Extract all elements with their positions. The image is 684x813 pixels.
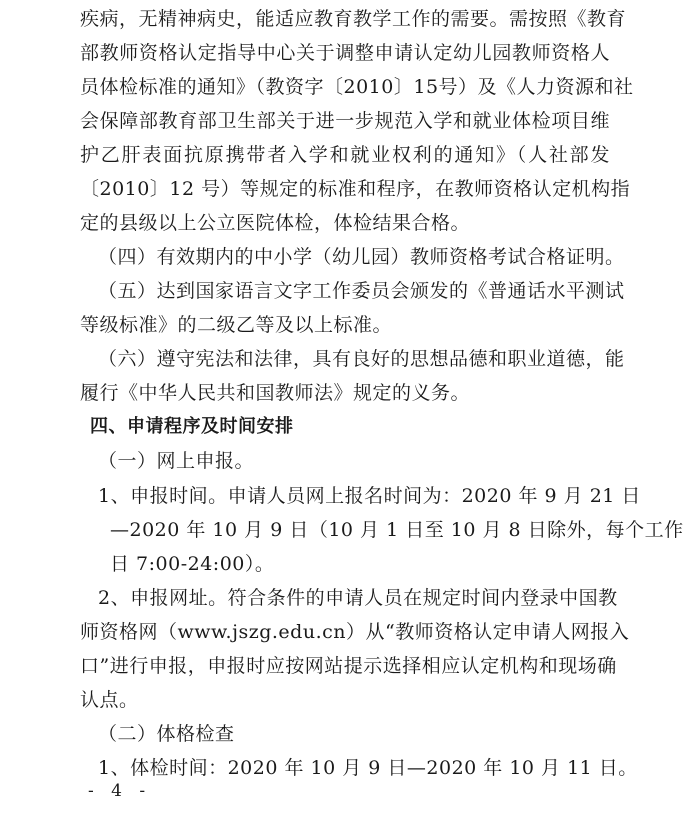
text-line: 定的县级以上公立医院体检，体检结果合格。 [80, 212, 471, 234]
text-line: —2020 年 10 月 9 日（10 月 1 日至 10 月 8 日除外，每个工作 [110, 519, 684, 541]
text-line: 日 7:00-24:00）。 [110, 553, 275, 575]
text-line: 履行《中华人民共和国教师法》规定的义务。 [80, 382, 471, 404]
text-line: 师资格网（www.jszg.edu.cn）从“教师资格认定申请人网报入 [80, 621, 630, 643]
text-line: 1、申报时间。申请人员网上报名时间为：2020 年 9 月 21 日 [98, 485, 641, 507]
text-line: 等级标准》的二级乙等及以上标准。 [80, 314, 393, 336]
text-line: 2、申报网址。符合条件的申请人员在规定时间内登录中国教 [98, 587, 618, 609]
text-line: （二）体格检查 [98, 723, 235, 745]
text-line: 疾病，无精神病史，能适应教育教学工作的需要。需按照《教育 [80, 8, 627, 30]
page-number: - 4 - [88, 781, 152, 801]
text-line: 1、体检时间：2020 年 10 月 9 日—2020 年 10 月 11 日。 [98, 757, 638, 779]
text-line: 认点。 [80, 689, 139, 711]
text-line: 〔2010〕12 号）等规定的标准和程序，在教师资格认定机构指 [80, 178, 631, 200]
text-line: （五）达到国家语言文字工作委员会颁发的《普通话水平测试 [98, 280, 625, 302]
text-line: （一）网上申报。 [98, 450, 255, 472]
section-heading: 四、申请程序及时间安排 [90, 416, 294, 437]
text-line: 护乙肝表面抗原携带者入学和就业权利的通知》（人社部发 [80, 144, 610, 166]
text-line: 员体检标准的通知》（教资字〔2010〕15号）及《人力资源和社 [80, 76, 634, 98]
text-line: 口”进行申报，申报时应按网站提示选择相应认定机构和现场确 [80, 655, 617, 677]
text-line: 会保障部教育部卫生部关于进一步规范入学和就业体检项目维 [80, 110, 610, 132]
text-line: 部教师资格认定指导中心关于调整申请认定幼儿园教师资格人 [80, 42, 610, 64]
text-line: （四）有效期内的中小学（幼儿园）教师资格考试合格证明。 [98, 246, 625, 268]
text-line: （六）遵守宪法和法律，具有良好的思想品德和职业道德，能 [98, 348, 625, 370]
